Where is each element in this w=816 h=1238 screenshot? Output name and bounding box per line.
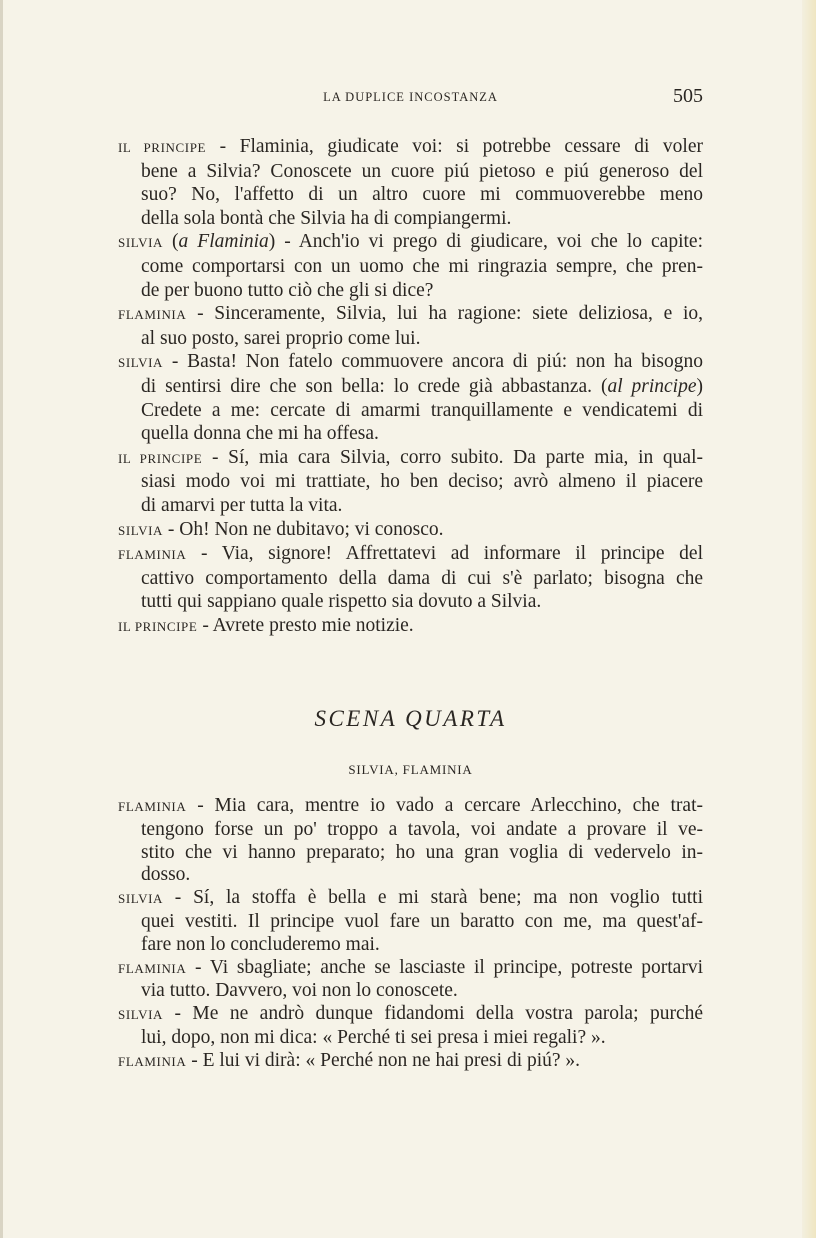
dialogue-text: fare non lo concluderemo mai. — [141, 933, 380, 955]
speech — [118, 518, 703, 543]
dialogue-text: - Via, signore! Affrettatevi ad informare il principe del — [186, 543, 703, 565]
text-line — [118, 934, 703, 957]
dialogue-text: lui, dopo, non mi dica: « Perché ti sei presa i miei regali? ». — [141, 1026, 606, 1048]
dialogue-text: di amarvi per tutta la vita. — [141, 494, 343, 516]
dialogue-text: suo? No, l'affetto di un altro cuore mi commuoverebbe meno — [141, 184, 703, 206]
dialogue-text: ) - Anch'io vi prego di giudicare, voi che lo capite: — [268, 231, 703, 253]
speech — [118, 1003, 703, 1050]
page-edge-left — [0, 0, 3, 1238]
dialogue-text: al suo posto, sarei proprio come lui. — [141, 327, 421, 349]
running-head — [118, 85, 703, 108]
text-line — [118, 518, 703, 543]
text-line — [118, 819, 703, 842]
dialogue-text: - Sinceramente, Silvia, lui ha ragione: siete deliziosa, e io, — [186, 303, 703, 325]
speaker-name: IL PRINCIPE — [118, 618, 198, 634]
dialogue-text: - Avrete presto mie notizie. — [197, 614, 414, 636]
text-line — [118, 1003, 703, 1027]
speech — [118, 614, 703, 639]
dialogue-text: - E lui vi dirà: « Perché non ne hai presi di piú? ». — [186, 1049, 581, 1071]
text-line — [118, 302, 703, 327]
text-line — [118, 864, 703, 887]
running-title: LA DUPLICE INCOSTANZA — [323, 90, 498, 104]
speech — [118, 446, 703, 518]
text-line — [118, 542, 703, 567]
text-line — [118, 957, 703, 981]
speaker-name: SILVIA — [118, 355, 164, 371]
speech — [118, 230, 703, 302]
text-line — [118, 887, 703, 911]
speaker-name: SILVIA — [118, 235, 164, 251]
text-line — [118, 446, 703, 471]
speech — [118, 887, 703, 956]
stage-direction: a Flaminia — [178, 231, 269, 253]
dialogue-text: di sentirsi dire che son bella: lo crede già abbastanza. ( — [141, 375, 608, 397]
dialogue-text: tutti qui sappiano quale rispetto sia dovuto a Silvia. — [141, 591, 542, 613]
speech — [118, 135, 703, 230]
text-line — [118, 135, 703, 160]
speech — [118, 302, 703, 350]
speaker-name: FLAMINIA — [118, 799, 187, 814]
dialogue-text: siasi modo voi mi trattiate, ho ben deciso; avrò almeno il piacere — [141, 471, 703, 493]
speaker-name: FLAMINIA — [118, 960, 187, 976]
speech — [118, 795, 703, 887]
speaker-name: IL PRINCIPE — [118, 450, 203, 466]
dialogue-text: de per buono tutto ciò che gli si dice? — [141, 279, 434, 301]
text-line — [118, 327, 703, 351]
dialogue-text: - Basta! Non fatelo commuovere ancora di piú: non ha bisogno — [163, 351, 703, 373]
text-line — [118, 422, 703, 446]
page-edge-right — [802, 0, 816, 1238]
dialogue-text: quella donna che mi ha offesa. — [141, 423, 379, 445]
text-line — [118, 1027, 703, 1050]
dialogue-text: Credete a me: cercate di amarmi tranquillamente e vendicatemi di — [141, 399, 703, 421]
text-line — [118, 207, 703, 231]
speaker-name: FLAMINIA — [118, 1053, 187, 1069]
dialogue-text: bene a Silvia? Conoscete un cuore piú pietoso e piú generoso del — [141, 160, 703, 182]
speech — [118, 957, 703, 1004]
speaker-name: FLAMINIA — [118, 307, 187, 323]
text-line — [118, 795, 703, 819]
text-line — [118, 1050, 703, 1074]
dialogue-text: stito che vi hanno preparato; ho una gran voglia di vedervelo in- — [141, 841, 703, 863]
dialogue-text: - Oh! Non ne dubitavo; vi conosco. — [163, 518, 444, 540]
dialogue-text: - Mia cara, mentre io vado a cercare Arlecchino, che trat- — [186, 795, 703, 816]
text-line — [118, 230, 703, 255]
speaker-name: IL PRINCIPE — [118, 140, 207, 155]
dialogue-text: cattivo comportamento della dama di cui s'è parlato; bisogna che — [141, 567, 703, 589]
text-line — [118, 399, 703, 423]
page-number: 505 — [673, 85, 703, 107]
text-line — [118, 980, 703, 1003]
dialogue-section-1 — [118, 135, 703, 638]
dialogue-text: via tutto. Davvero, voi non lo conoscete. — [141, 980, 458, 1002]
text-line — [118, 183, 703, 207]
text-line — [118, 255, 703, 279]
scene-title: SCENA QUARTA — [314, 706, 507, 731]
text-line — [118, 470, 703, 494]
dialogue-text: - Sí, la stoffa è bella e mi starà bene; ma non voglio tutti — [163, 887, 703, 909]
speech — [118, 542, 703, 614]
text-line — [118, 567, 703, 591]
dialogue-text: - Vi sbagliate; anche se lasciaste il principe, potreste portarvi — [186, 956, 703, 978]
dialogue-text: dosso. — [141, 864, 191, 886]
dialogue-text: quei vestiti. Il principe vuol fare un baratto con me, ma quest'af- — [141, 910, 703, 932]
text-line — [118, 494, 703, 518]
dialogue-text: ( — [163, 231, 179, 253]
text-line — [118, 614, 703, 639]
speaker-name: SILVIA — [118, 522, 164, 538]
speaker-name: SILVIA — [118, 891, 164, 907]
speech — [118, 1050, 703, 1074]
dialogue-text: come comportarsi con un uomo che mi ringrazia sempre, che pren- — [141, 255, 703, 277]
text-line — [118, 590, 703, 614]
dialogue-text: ) — [696, 375, 703, 397]
speaker-name: SILVIA — [118, 1007, 164, 1023]
text-line — [118, 911, 703, 934]
dialogue-text: - Sí, mia cara Silvia, corro subito. Da parte mia, in qual- — [202, 446, 703, 468]
dialogue-section-2 — [118, 795, 703, 1074]
stage-direction: al principe — [607, 375, 697, 397]
dialogue-text: - Me ne andrò dunque fidandomi della vostra parola; purché — [163, 1003, 703, 1025]
text-line — [118, 279, 703, 303]
speech — [118, 350, 703, 445]
text-line — [118, 350, 703, 375]
dialogue-text: tengono forse un po' troppo a tavola, voi andate a provare il ve- — [141, 818, 703, 840]
text-line — [118, 375, 703, 399]
dialogue-text: della sola bontà che Silvia ha di compiangermi. — [141, 207, 512, 229]
scene-characters: SILVIA, FLAMINIA — [348, 762, 473, 777]
dialogue-text: - Flaminia, giudicate voi: si potrebbe cessare di voler — [206, 136, 703, 157]
speaker-name: FLAMINIA — [118, 547, 187, 563]
text-line — [118, 160, 703, 184]
text-line — [118, 842, 703, 865]
